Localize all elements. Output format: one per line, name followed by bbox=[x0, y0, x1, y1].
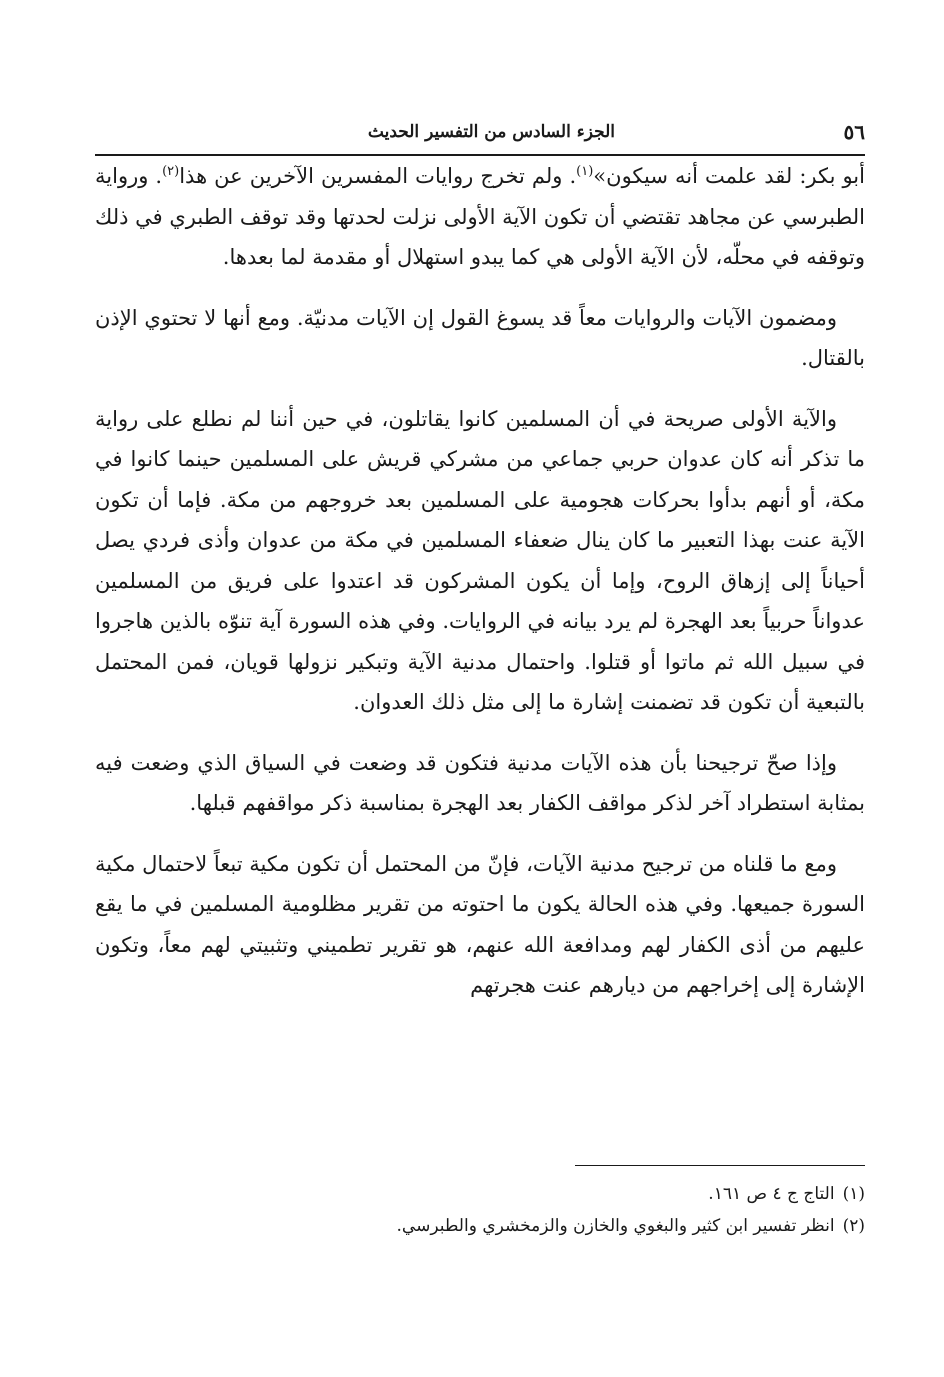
paragraph-1-part-b: . ولم تخرج روايات المفسرين الآخرين عن هذا bbox=[179, 164, 577, 188]
footnote-2-text: انظر تفسير ابن كثير والبغوي والخازن والزمخشري والطبرسي. bbox=[396, 1216, 835, 1236]
footnote-1 bbox=[95, 1178, 865, 1210]
running-title: الجزء السادس من التفسير الحديث bbox=[367, 122, 615, 142]
footnote-ref-2: (٢) bbox=[162, 164, 180, 179]
footnote-2 bbox=[95, 1210, 865, 1242]
page-number: ٥٦ bbox=[843, 120, 865, 144]
paragraph-4: وإذا صحّ ترجيحنا بأن هذه الآيات مدنية فتكون قد وضعت في السياق الذي وضعت فيه بمثابة استطراد آخر لذكر مواقف الكفار بعد الهجرة بمناسبة ذكر مواقفهم قبلها. bbox=[95, 750, 865, 815]
footnote-2-number: (٢) bbox=[842, 1216, 865, 1236]
paragraph-1 bbox=[95, 156, 865, 278]
paragraph-1-part-a: أبو بكر: لقد علمت أنه سيكون» bbox=[593, 164, 865, 188]
footnotes bbox=[95, 1165, 865, 1242]
paragraph-1-part-c: . ورواية الطبرسي عن مجاهد تقتضي أن تكون الآية الأولى نزلت لحدتها وقد توقف الطبري في ذلك وتوقفه في محلّه، لأن الآية الأولى هي كما يبدو استهلال أو مقدمة لما بعدها. bbox=[95, 164, 865, 269]
footnote-ref-1: (١) bbox=[576, 164, 594, 179]
footnote-1-number: (١) bbox=[842, 1184, 865, 1204]
paragraph-3: والآية الأولى صريحة في أن المسلمين كانوا يقاتلون، في حين أننا لم نطلع على رواية ما تذكر أنه كان عدوان حربي جماعي من مشركي قريش على المسلمين حينما كانوا في مكة، أو أنهم بدأوا بحركات هجومية على المسلمين بعد خروجهم من مكة. فإما أن تكون الآية عنت بهذا التعبير ما كان ينال ضعفاء المسلمين في مكة من عدوان وأذى فردي يصل أحياناً إلى إزهاق الروح، وإما أن يكون المشركون قد اعتدوا على فريق من المسلمين عدواناً حربياً بعد الهجرة لم يرد بيانه في الروايات. وفي هذه السورة آية تنوّه بالذين هاجروا في سبيل الله ثم ماتوا أو قتلوا. واحتمال مدنية الآية وتبكير نزولها قويان، فمن المحتمل بالتبعية أن تكون قد تضمنت إشارة ما إلى مثل ذلك العدوان. bbox=[95, 406, 865, 714]
footnote-1-text: التاج ج ٤ ص ١٦١. bbox=[708, 1184, 835, 1204]
footnote-divider bbox=[575, 1165, 865, 1166]
paragraph-5: ومع ما قلناه من ترجيح مدنية الآيات، فإنّ من المحتمل أن تكون مكية تبعاً لاحتمال مكية السورة جميعها. وفي هذه الحالة يكون ما احتوته من تقرير مظلومية المسلمين في ما يقع عليهم من أذى الكفار لهم ومدافعة الله عنهم، هو تقرير تطميني وتثبيتي لهم معاً، وتكون الإشارة إلى إخراجهم من ديارهم عنت هجرتهم bbox=[95, 851, 865, 997]
paragraph-2: ومضمون الآيات والروايات معاً قد يسوغ القول إن الآيات مدنيّة. ومع أنها لا تحتوي الإذن بالقتال. bbox=[95, 305, 865, 370]
body-text bbox=[95, 156, 865, 1006]
page-header bbox=[95, 120, 865, 156]
